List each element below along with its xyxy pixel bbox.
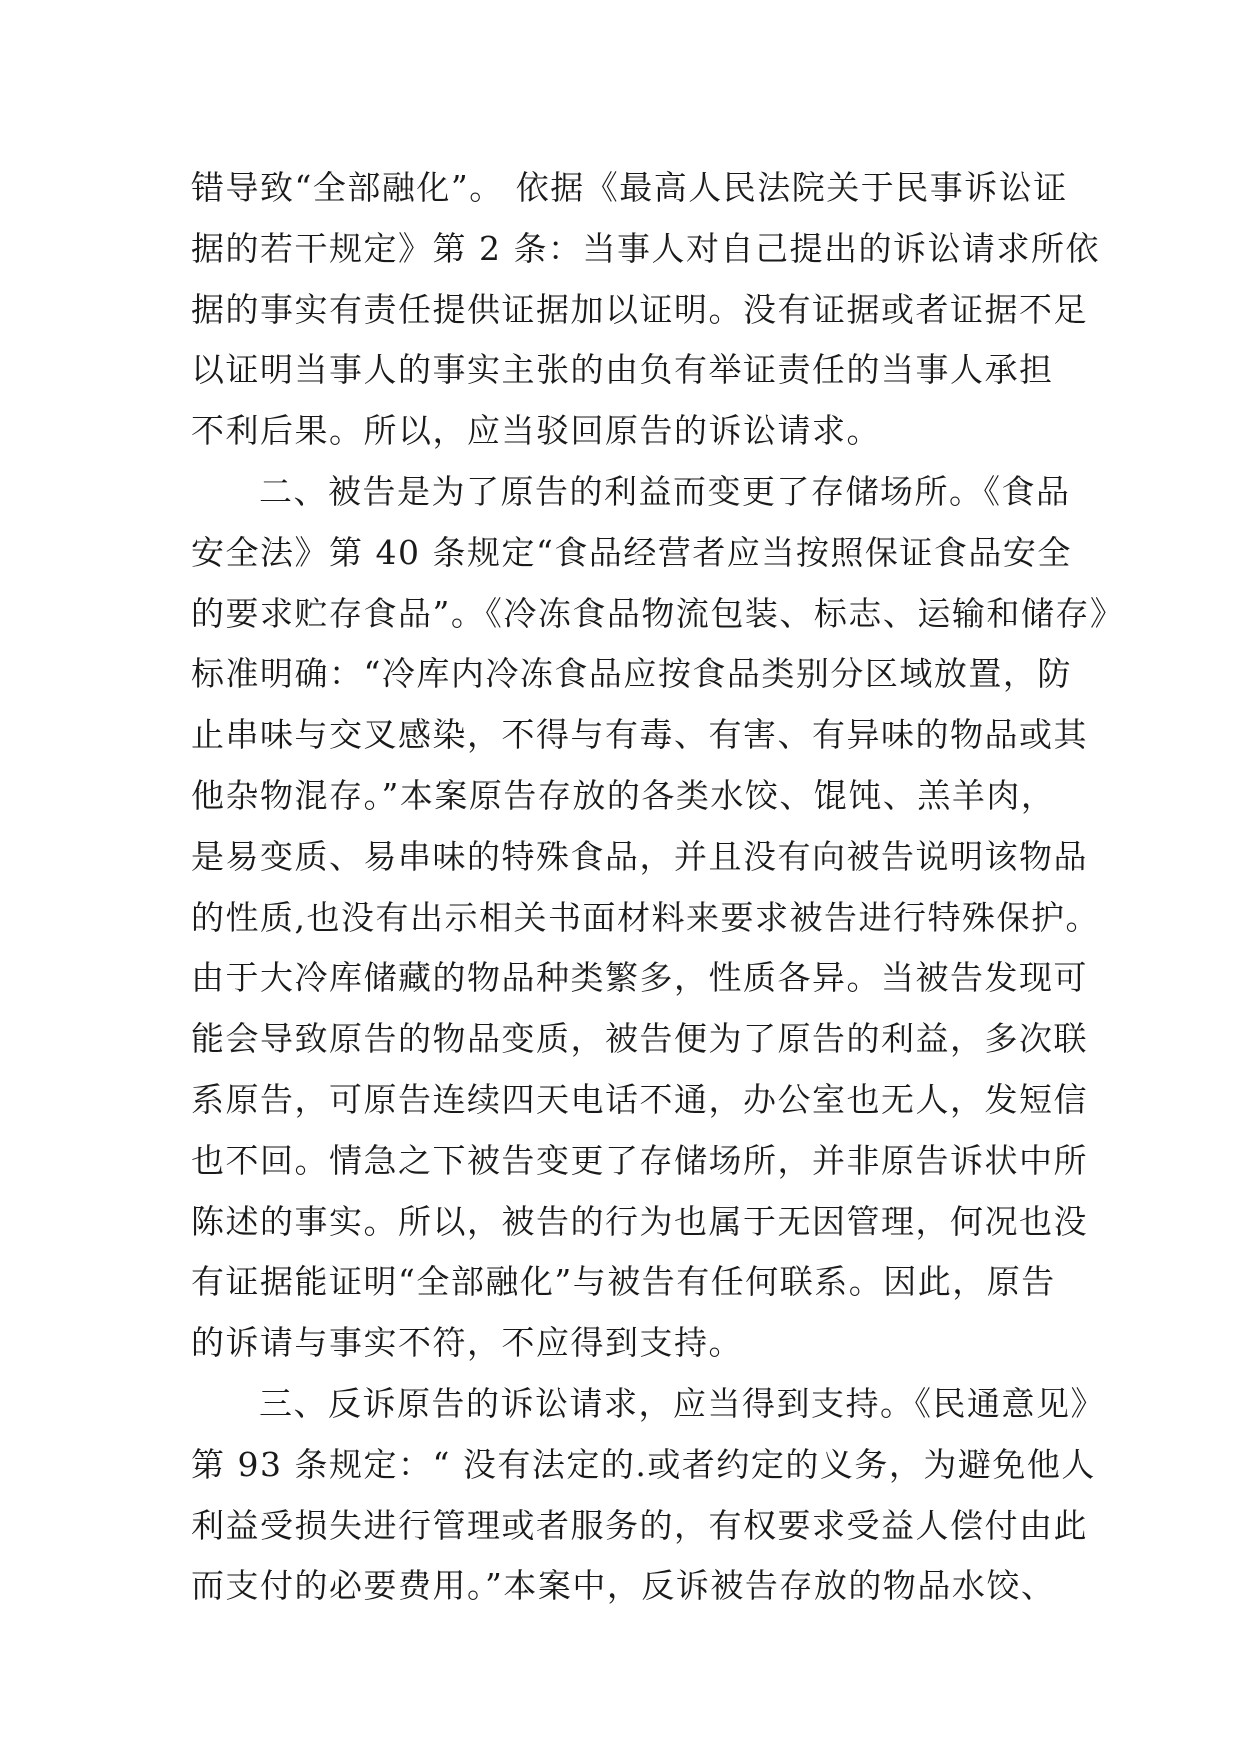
text-line: 他杂物混存。”本案原告存放的各类水饺、馄饨、羔羊肉，	[191, 775, 1056, 815]
section-heading-line: 三、反诉原告的诉讼请求，应当得到支持。《民通意见》	[259, 1383, 1105, 1423]
text-line: 利益受损失进行管理或者服务的，有权要求受益人偿付由此	[191, 1505, 1088, 1545]
text-line: 由于大冷库储藏的物品种类繁多，性质各异。当被告发现可	[191, 958, 1088, 998]
text-line: 不利后果。所以，应当驳回原告的诉讼请求。	[191, 411, 881, 451]
text-line: 标准明确：“冷库内冷冻食品应按食品类别分区域放置，防	[191, 654, 1072, 694]
text-line: 能会导致原告的物品变质，被告便为了原告的利益，多次联	[191, 1019, 1088, 1059]
text-line: 的性质,也没有出示相关书面材料来要求被告进行特殊保护。	[191, 897, 1100, 937]
text-line: 而支付的必要费用。”本案中，反诉被告存放的物品水饺、	[191, 1566, 1056, 1606]
text-line: 也不回。情急之下被告变更了存储场所，并非原告诉状中所	[191, 1140, 1088, 1180]
text-line: 据的若干规定》第 2 条：当事人对自己提出的诉讼请求所依	[191, 228, 1100, 268]
text-line: 是易变质、易串味的特殊食品，并且没有向被告说明该物品	[191, 836, 1088, 876]
text-line: 的要求贮存食品”。《冷冻食品物流包装、标志、运输和储存》	[191, 593, 1125, 633]
text-line: 第 93 条规定：“ 没有法定的.或者约定的义务，为避免他人	[191, 1444, 1096, 1484]
text-line: 有证据能证明“全部融化”与被告有任何联系。因此，原告	[191, 1262, 1056, 1302]
body-text	[191, 158, 1125, 1617]
text-line: 安全法》第 40 条规定“食品经营者应当按照保证食品安全	[191, 532, 1072, 572]
text-line: 错导致“全部融化”。 依据《最高人民法院关于民事诉讼证	[191, 168, 1068, 207]
section-heading-line: 二、被告是为了原告的利益而变更了存储场所。《食品	[259, 471, 1071, 511]
text-line: 以证明当事人的事实主张的由负有举证责任的当事人承担	[191, 350, 1054, 390]
text-line: 陈述的事实。所以，被告的行为也属于无因管理，何况也没	[191, 1201, 1088, 1241]
text-line: 据的事实有责任提供证据加以证明。没有证据或者证据不足	[191, 289, 1088, 329]
text-line: 的诉请与事实不符，不应得到支持。	[191, 1323, 743, 1363]
text-line: 止串味与交叉感染，不得与有毒、有害、有异味的物品或其	[191, 715, 1088, 755]
text-line: 系原告，可原告连续四天电话不通，办公室也无人，发短信	[191, 1079, 1088, 1119]
